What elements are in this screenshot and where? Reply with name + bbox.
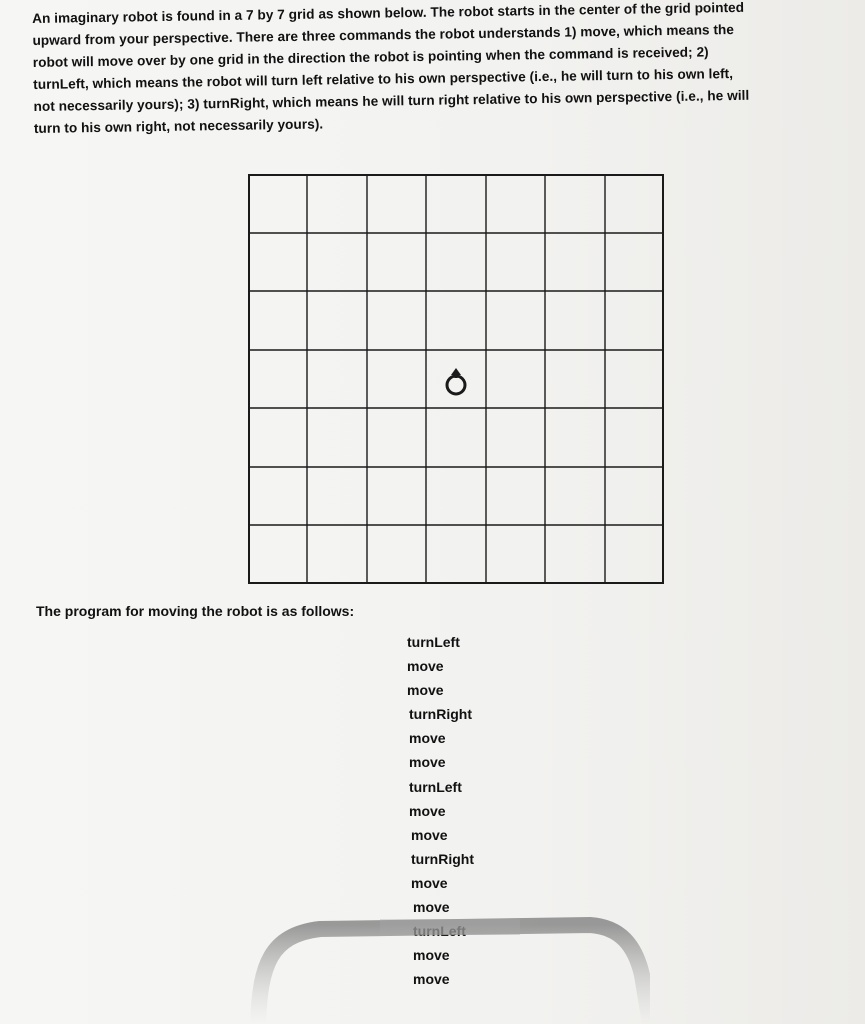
command-6: move xyxy=(409,754,446,771)
grid-drawing xyxy=(248,174,664,584)
intro-line-1: An imaginary robot is found in a 7 by 7 grid as shown below. The robot starts in the center of the grid pointed xyxy=(32,0,745,26)
command-11: move xyxy=(411,874,448,891)
robot-icon xyxy=(447,368,465,394)
program-commands xyxy=(407,630,474,991)
command-1: turnLeft xyxy=(407,634,460,650)
intro-line-3: robot will move over by one grid in the direction the robot is pointing when the command is received; 2) xyxy=(32,44,709,70)
command-13: turnLeft xyxy=(413,923,466,940)
intro-line-4: turnLeft, which means the robot will turn left relative to his own perspective (i.e., he will turn to his own left, xyxy=(33,65,734,92)
command-4: turnRight xyxy=(409,706,472,723)
command-12: move xyxy=(413,899,450,916)
command-15: move xyxy=(413,971,450,988)
grid-border xyxy=(249,175,663,583)
command-10: turnRight xyxy=(411,850,474,867)
program-label: The program for moving the robot is as follows: xyxy=(36,603,355,619)
intro-line-5: not necessarily yours); 3) turnRight, which means he will turn right relative to his own perspective (i.e., he will xyxy=(33,87,750,114)
command-2: move xyxy=(407,658,444,675)
command-8: move xyxy=(409,802,446,819)
intro-line-2: upward from your perspective. There are three commands the robot understands 1) move, which means the xyxy=(32,21,735,48)
command-3: move xyxy=(407,682,444,699)
command-7: turnLeft xyxy=(409,778,462,795)
command-5: move xyxy=(409,730,446,747)
command-9: move xyxy=(411,826,448,843)
intro-line-6: turn to his own right, not necessarily yours). xyxy=(33,116,324,136)
problem-description xyxy=(32,0,854,140)
command-14: move xyxy=(413,947,450,964)
robot-grid xyxy=(248,174,664,584)
